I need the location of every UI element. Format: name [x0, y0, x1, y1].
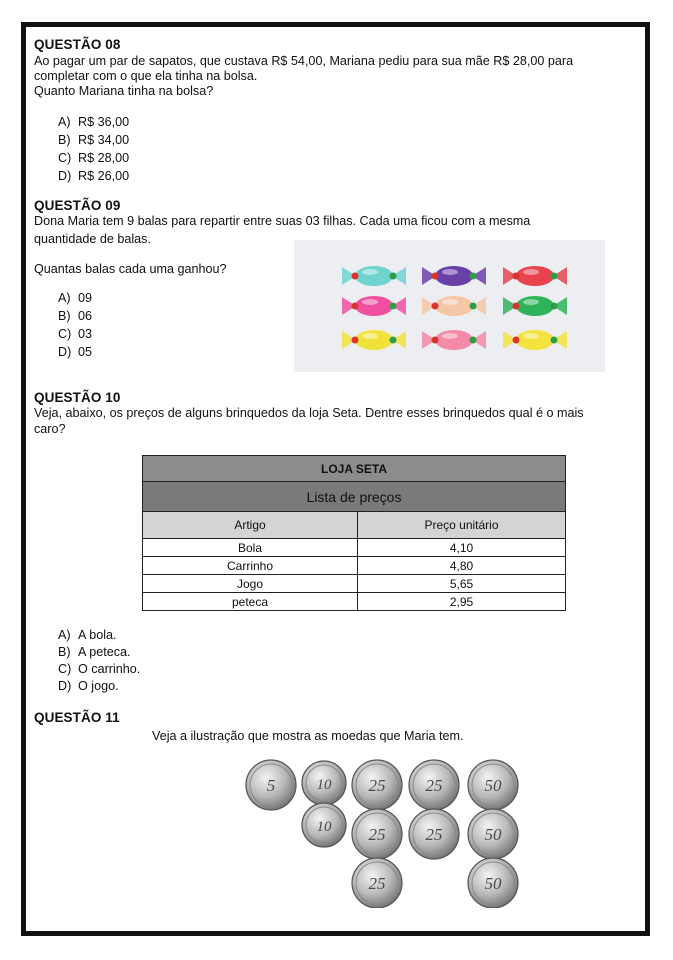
q08-option-text: R$ 26,00 — [78, 169, 130, 183]
q08-option-letter: A) — [58, 115, 71, 129]
q09-option-text: 03 — [78, 327, 93, 341]
coin-value: 5 — [266, 776, 276, 795]
q08-option-letter: B) — [58, 133, 71, 147]
candy-photo — [294, 240, 605, 372]
coin — [468, 858, 518, 908]
q10-option-text: O jogo. — [78, 679, 119, 693]
q09-text-line1: Dona Maria tem 9 balas para repartir entre suas 03 filhas. Cada uma ficou com a mesma — [34, 214, 531, 228]
coin — [246, 760, 296, 810]
coin-value: 25 — [368, 874, 386, 893]
q10-option-letter: B) — [58, 645, 71, 659]
coin-value: 10 — [316, 777, 332, 793]
q09-title: QUESTÃO 09 — [34, 198, 121, 213]
q08-option-letter: C) — [58, 151, 72, 165]
q09-option-letter: D) — [58, 345, 72, 359]
coin-value: 25 — [425, 825, 443, 844]
q08-option-text: R$ 28,00 — [78, 151, 130, 165]
price-table — [142, 455, 566, 611]
price-table-store: LOJA SETA — [143, 456, 566, 482]
q09-question: Quantas balas cada uma ganhou? — [34, 262, 227, 276]
table-cell-item: peteca — [143, 593, 358, 611]
q09-option-a[interactable] — [58, 289, 92, 307]
q10-text-line2: caro? — [34, 422, 66, 436]
q08-option-d[interactable] — [58, 167, 129, 185]
table-cell-price: 5,65 — [358, 575, 566, 593]
q10-option-text: O carrinho. — [78, 662, 141, 676]
table-row — [143, 539, 566, 557]
price-table-col-price: Preço unitário — [358, 512, 566, 539]
table-row — [143, 575, 566, 593]
q08-option-a[interactable] — [58, 113, 129, 131]
coin-value: 25 — [425, 776, 443, 795]
q10-option-letter: A) — [58, 628, 71, 642]
q09-option-b[interactable] — [58, 307, 92, 325]
coin — [352, 858, 402, 908]
q09-option-text: 06 — [78, 309, 93, 323]
q08-option-b[interactable] — [58, 131, 129, 149]
q08-option-c[interactable] — [58, 149, 129, 167]
coin-value: 25 — [368, 776, 386, 795]
coin-value: 50 — [484, 825, 502, 844]
q09-option-text: 09 — [78, 291, 93, 305]
q09-option-c[interactable] — [58, 325, 92, 343]
coin — [352, 760, 402, 810]
coin — [468, 760, 518, 810]
q09-option-letter: A) — [58, 291, 71, 305]
coin-value: 50 — [484, 776, 502, 795]
q08-text-line2: completar com o que ela tinha na bolsa. — [34, 69, 258, 83]
q08-title: QUESTÃO 08 — [34, 37, 121, 52]
coin — [302, 761, 346, 805]
q10-option-d[interactable] — [58, 677, 119, 695]
table-cell-price: 2,95 — [358, 593, 566, 611]
coins-illustration — [238, 758, 528, 908]
coin-value: 10 — [316, 819, 332, 835]
q10-option-letter: C) — [58, 662, 72, 676]
coin — [409, 809, 459, 859]
table-row — [143, 557, 566, 575]
q10-text-line1: Veja, abaixo, os preços de alguns brinquedos da loja Seta. Dentre esses brinquedos qual é o mais — [34, 406, 584, 420]
coin-value: 50 — [484, 874, 502, 893]
q10-option-c[interactable] — [58, 660, 140, 678]
q10-option-a[interactable] — [58, 626, 117, 644]
coin-value: 25 — [368, 825, 386, 844]
q08-option-letter: D) — [58, 169, 72, 183]
q10-option-letter: D) — [58, 679, 72, 693]
q08-option-text: R$ 36,00 — [78, 115, 130, 129]
q10-option-text: A bola. — [78, 628, 117, 642]
q09-option-letter: B) — [58, 309, 71, 323]
coin — [468, 809, 518, 859]
table-row — [143, 593, 566, 611]
table-cell-price: 4,80 — [358, 557, 566, 575]
q11-text: Veja a ilustração que mostra as moedas que Maria tem. — [152, 729, 464, 743]
table-cell-item: Carrinho — [143, 557, 358, 575]
price-table-col-item: Artigo — [143, 512, 358, 539]
table-cell-item: Bola — [143, 539, 358, 557]
coin — [409, 760, 459, 810]
q09-option-d[interactable] — [58, 343, 92, 361]
q10-option-b[interactable] — [58, 643, 131, 661]
candy-illustration — [294, 240, 605, 372]
q11-title: QUESTÃO 11 — [34, 710, 120, 725]
q08-text-line1: Ao pagar um par de sapatos, que custava R$ 54,00, Mariana pediu para sua mãe R$ 28,00 para — [34, 54, 574, 68]
q10-option-text: A peteca. — [78, 645, 131, 659]
q09-option-text: 05 — [78, 345, 93, 359]
coin — [302, 803, 346, 847]
coin — [352, 809, 402, 859]
table-cell-price: 4,10 — [358, 539, 566, 557]
q08-option-text: R$ 34,00 — [78, 133, 130, 147]
table-cell-item: Jogo — [143, 575, 358, 593]
price-table-subtitle: Lista de preços — [143, 482, 566, 512]
q09-text-line2: quantidade de balas. — [34, 232, 151, 246]
q09-option-letter: C) — [58, 327, 72, 341]
q10-title: QUESTÃO 10 — [34, 390, 121, 405]
q08-question: Quanto Mariana tinha na bolsa? — [34, 84, 214, 98]
